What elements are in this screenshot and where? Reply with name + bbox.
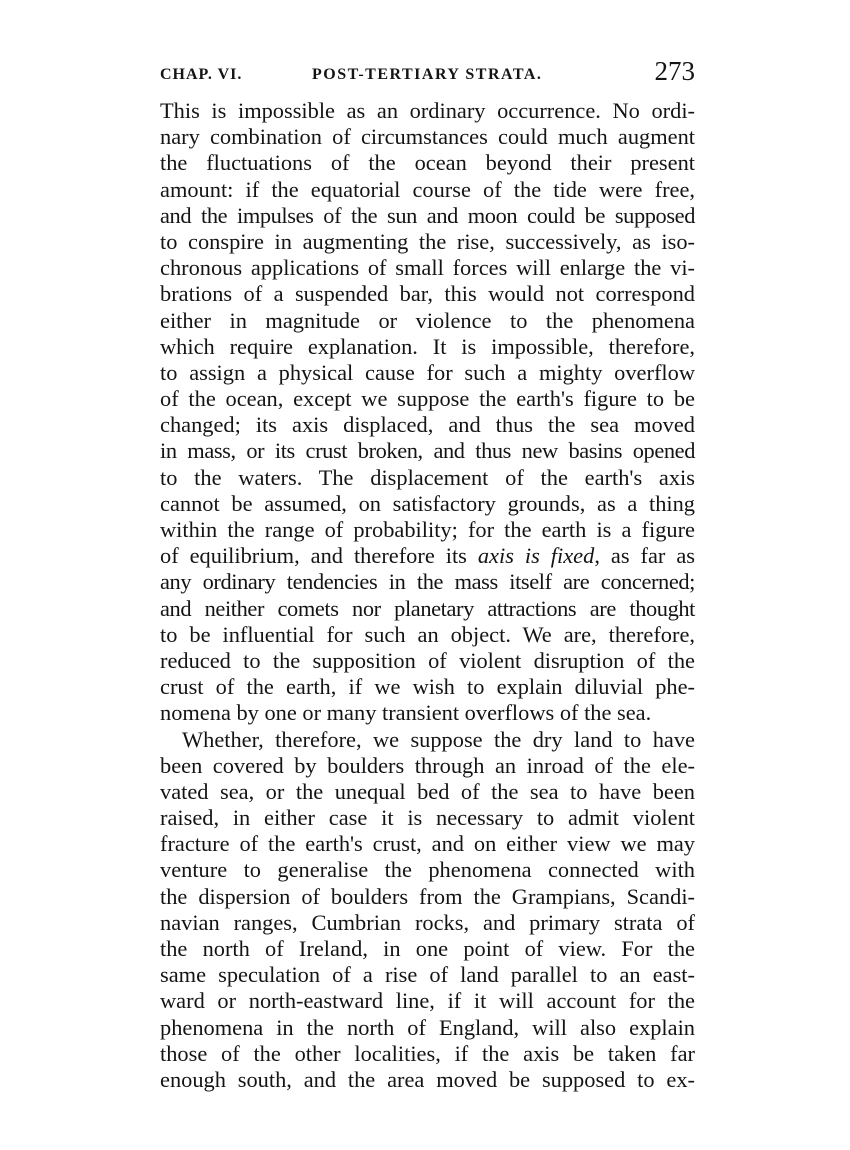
body-text — [160, 98, 695, 1093]
text-line: to conspire in augmenting the rise, successively, as iso- — [160, 228, 695, 254]
text-line: nary combination of circumstances could much augment — [160, 124, 695, 150]
text-line: crust of the earth, if we wish to explain diluvial phe- — [160, 674, 695, 700]
text-line: This is impossible as an ordinary occurrence. No ordi- — [160, 98, 695, 123]
text-line: the dispersion of boulders from the Grampians, Scandi- — [160, 883, 695, 909]
text-line: any ordinary tendencies in the mass itself are concerned; — [160, 569, 695, 595]
text-line: either in magnitude or violence to the phenomena — [160, 307, 695, 333]
text-line: to be influential for such an object. We are, therefore, — [160, 621, 695, 647]
text-line: ward or north-eastward line, if it will account for the — [160, 988, 695, 1014]
text-line: and the impulses of the sun and moon could be supposed — [160, 202, 695, 228]
text-fragment: , as far as — [594, 543, 695, 569]
paragraph-2 — [160, 727, 695, 1094]
text-line: within the range of probability; for the earth is a figure — [160, 517, 695, 542]
text-line: brations of a suspended bar, this would not correspond — [160, 281, 695, 307]
text-line: raised, in either case it is necessary to admit violent — [160, 805, 695, 831]
text-line: to the waters. The displacement of the earth's axis — [160, 464, 695, 490]
text-line: amount: if the equatorial course of the tide were free, — [160, 176, 695, 202]
text-line: reduced to the supposition of violent disruption of the — [160, 647, 695, 673]
text-line: the fluctuations of the ocean beyond their present — [160, 150, 695, 176]
text-line: Whether, therefore, we suppose the dry land to have — [182, 726, 695, 752]
text-line: and neither comets nor planetary attractions are thought — [160, 595, 695, 621]
text-line: venture to generalise the phenomena connected with — [160, 857, 695, 883]
text-line: vated sea, or the unequal bed of the sea to have been — [160, 778, 695, 804]
paragraph-1 — [160, 98, 695, 727]
text-line: the north of Ireland, in one point of view. For the — [160, 936, 695, 961]
text-line: nomena by one or many transient overflows of the sea. — [160, 700, 652, 726]
text-line: same speculation of a rise of land parallel to an east- — [160, 962, 695, 988]
text-line: chronous applications of small forces will enlarge the vi- — [160, 255, 695, 281]
text-line: those of the other localities, if the axis be taken far — [160, 1040, 695, 1066]
text-line: changed; its axis displaced, and thus the sea moved — [160, 412, 695, 438]
running-title: POST-TERTIARY STRATA. — [312, 66, 543, 83]
text-line: navian ranges, Cumbrian rocks, and primary strata of — [160, 909, 695, 935]
text-line: phenomena in the north of England, will also explain — [160, 1014, 695, 1040]
italic-emphasis: axis is fixed — [477, 543, 595, 569]
chapter-label: CHAP. VI. — [160, 66, 243, 83]
text-line: fracture of the earth's crust, and on either view we may — [160, 831, 695, 857]
text-line-with-italic — [160, 543, 695, 569]
running-head — [160, 52, 695, 92]
text-line: to assign a physical cause for such a mighty overflow — [160, 359, 695, 385]
page-number: 273 — [654, 56, 695, 86]
text-line: been covered by boulders through an inroad of the ele- — [160, 752, 695, 778]
text-line: of the ocean, except we suppose the earth's figure to be — [160, 386, 695, 412]
text-fragment: of equilibrium, and therefore its — [160, 543, 478, 569]
text-line: which require explanation. It is impossible, therefore, — [160, 333, 695, 359]
text-line: cannot be assumed, on satisfactory grounds, as a thing — [160, 490, 695, 516]
text-line: enough south, and the area moved be supposed to ex- — [160, 1066, 695, 1092]
text-line: in mass, or its crust broken, and thus new basins opened — [160, 438, 695, 464]
